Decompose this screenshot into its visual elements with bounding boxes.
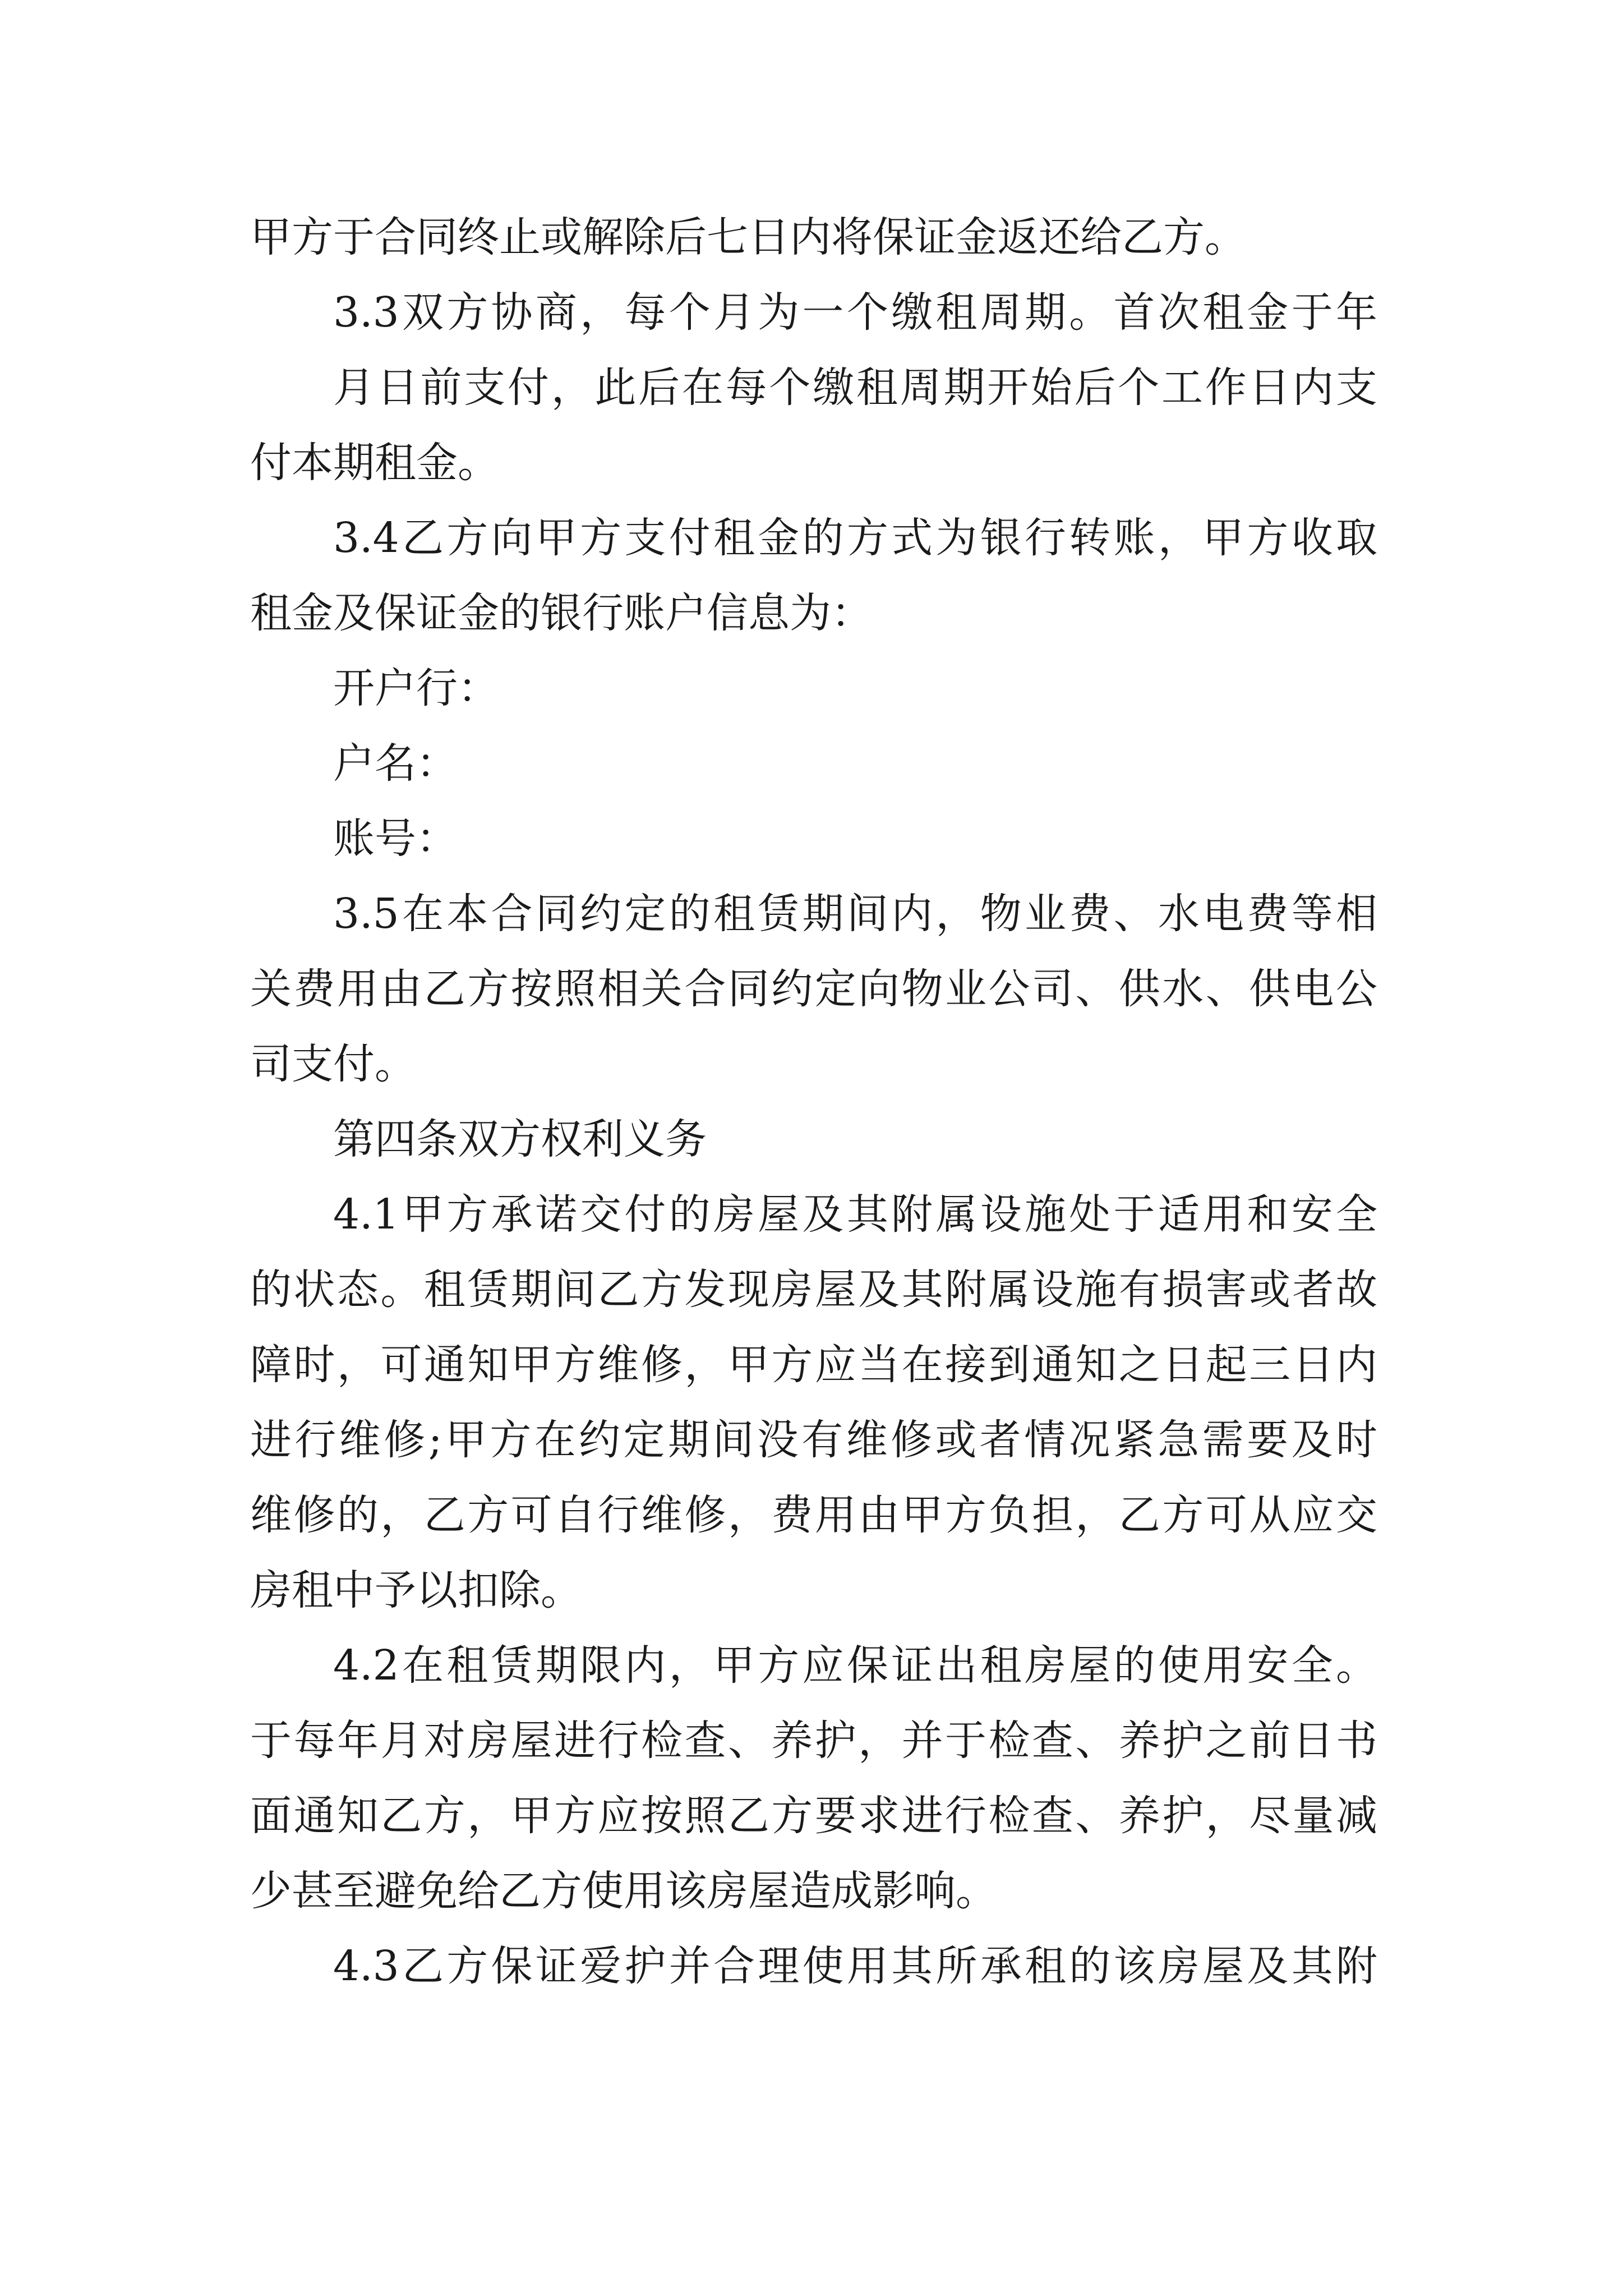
text-line: 租金及保证金的银行账户信息为： (250, 589, 873, 637)
text-line: 3.4乙方向甲方支付租金的方式为银行转账，甲方收取 (333, 514, 1377, 562)
text-line: 月日前支付，此后在每个缴租周期开始后个工作日内支 (333, 364, 1377, 412)
text-line: 司支付。 (250, 1040, 416, 1088)
text-line: 维修的，乙方可自行维修，费用由甲方负担，乙方可从应交 (250, 1491, 1377, 1539)
text-line: 甲方于合同终止或解除后七日内将保证金返还给乙方。 (250, 213, 1246, 261)
text-line: 付本期租金。 (250, 439, 499, 487)
account-number-label: 账号： (333, 815, 458, 863)
text-line: 4.2在租赁期限内，甲方应保证出租房屋的使用安全。 (333, 1641, 1377, 1690)
account-holder-label: 户名： (333, 739, 458, 788)
text-line: 于每年月对房屋进行检查、养护，并于检查、养护之前日书 (250, 1717, 1377, 1765)
text-line: 少甚至避免给乙方使用该房屋造成影响。 (250, 1867, 997, 1915)
text-line: 关费用由乙方按照相关合同约定向物业公司、供水、供电公 (250, 965, 1377, 1013)
contract-text-body (250, 200, 1377, 2004)
text-line: 3.5在本合同约定的租赁期间内，物业费、水电费等相 (333, 890, 1377, 938)
text-line: 障时，可通知甲方维修，甲方应当在接到通知之日起三日内 (250, 1341, 1377, 1389)
text-line: 进行维修;甲方在约定期间没有维修或者情况紧急需要及时 (250, 1416, 1377, 1464)
text-line: 4.3乙方保证爱护并合理使用其所承租的该房屋及其附 (333, 1942, 1377, 1990)
bank-name-label: 开户行： (333, 664, 499, 712)
text-line: 面通知乙方，甲方应按照乙方要求进行检查、养护，尽量减 (250, 1792, 1377, 1840)
text-line: 的状态。租赁期间乙方发现房屋及其附属设施有损害或者故 (250, 1266, 1377, 1314)
text-line: 房租中予以扣除。 (250, 1566, 582, 1614)
text-line: 3.3双方协商，每个月为一个缴租周期。首次租金于年 (333, 288, 1377, 337)
text-line: 4.1甲方承诺交付的房屋及其附属设施处于适用和安全 (333, 1190, 1377, 1239)
section-heading: 第四条双方权利义务 (333, 1115, 707, 1163)
